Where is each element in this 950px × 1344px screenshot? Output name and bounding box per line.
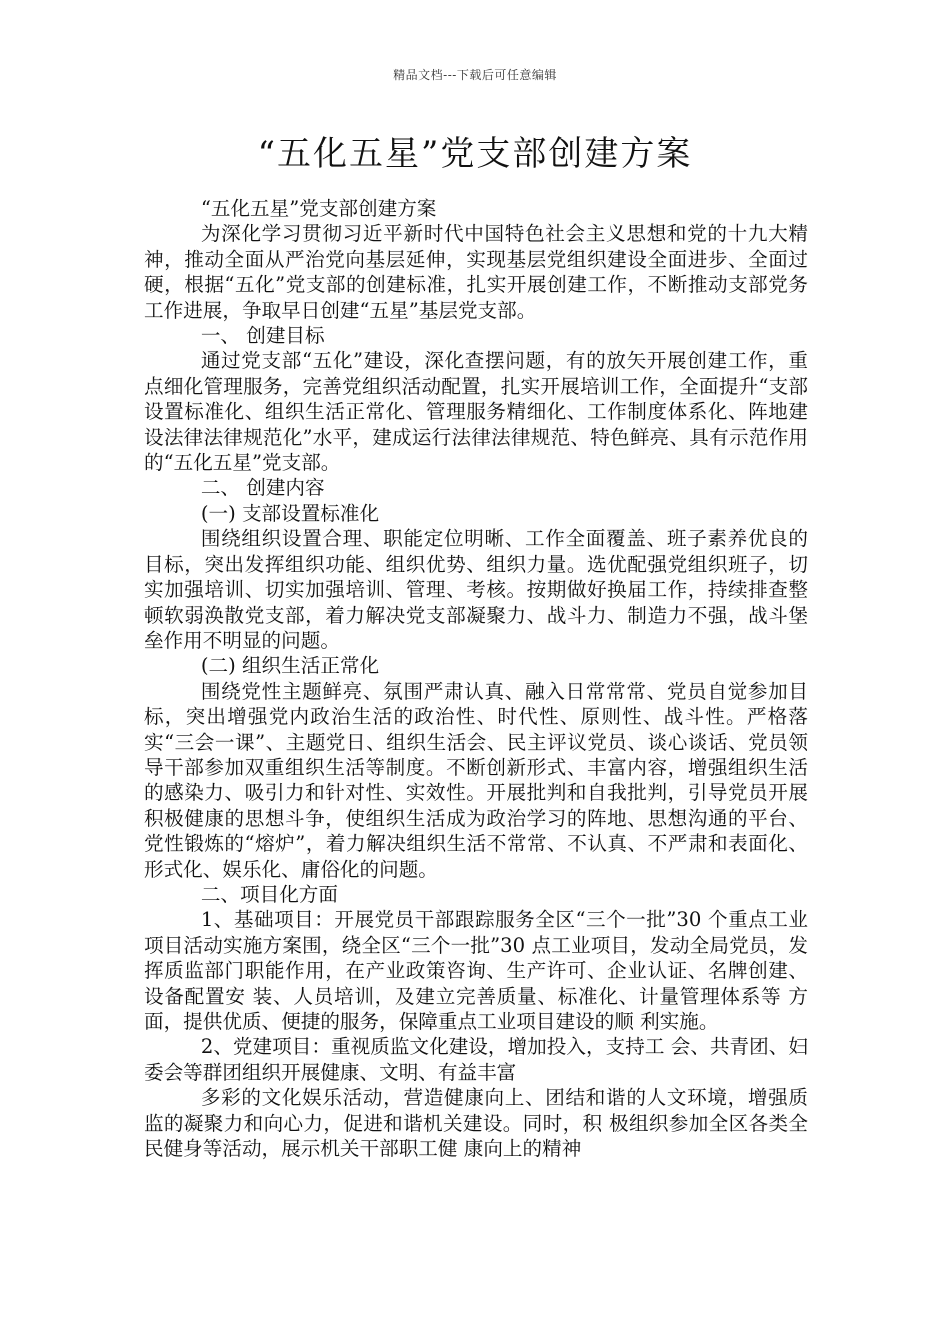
paragraph: “五化五星”党支部创建方案 — [200, 197, 437, 220]
section-heading: 二、 创建内容 — [200, 476, 325, 500]
subsection-heading: (一) 支部设置标准化 — [200, 501, 380, 525]
paragraph: 通过党支部“五化”建设，深化查摆问题，有的放矢开展创建工作，重点细化管理服务，完善党组织活动配置，扎实开展培训工作，全面提升“支部设置标准化、组织生活正常化、管理服务精细化、工作制度体系化、阵地建设法律法律规范化”水平，建成运行法律法律规范、特色鲜亮、具有示范作用的“五化五星”党支部。 — [144, 349, 808, 475]
section-heading: 一、 创建目标 — [200, 324, 325, 348]
document-body — [144, 196, 808, 1161]
document-title: “五化五星”党支部创建方案 — [257, 134, 693, 174]
paragraph: 2、党建项目：重视质监文化建设，增加投入，支持工 会、共青团、妇委会等群团组织开展健康、文明、有益丰富 — [144, 1035, 808, 1084]
section-heading: 二、项目化方面 — [200, 882, 338, 906]
paragraph: 为深化学习贯彻习近平新时代中国特色社会主义思想和党的十九大精神，推动全面从严治党向基层延伸，实现基层党组织建设全面进步、全面过硬，根据“五化”党支部的创建标准，扎实开展创建工作，不断推动支部党务工作进展，争取早日创建“五星”基层党支部。 — [144, 222, 808, 322]
paragraph: 多彩的文化娱乐活动，营造健康向上、团结和谐的人文环境，增强质监的凝聚力和向心力，促进和谐机关建设。同时，积 极组织参加全区各类全民健身等活动，展示机关干部职工健 康向上的精神 — [144, 1086, 808, 1161]
header-note: 精品文档---下载后可任意编辑 — [393, 68, 557, 82]
paragraph: 1、基础项目：开展党员干部跟踪服务全区“三个一批”30 个重点工业项目活动实施方案围，绕全区“三个一批”30 点工业项目，发动全局党员，发挥质监部门职能作用，在产业政策咨询、生产许可、企业认证、名牌创建、设备配置安 装、人员培训，及建立完善质量、标准化、计量管理体系等 方面，提供优质、便捷的服务，保障重点工业项目建设的顺 利实施。 — [144, 908, 808, 1033]
paragraph: 围绕组织设置合理、职能定位明晰、工作全面覆盖、班子素养优良的目标，突出发挥组织功能、组织优势、组织力量。选优配强党组织班子，切实加强培训、切实加强培训、管理、考核。按期做好换届工作，持续排查整顿软弱涣散党支部，着力解决党支部凝聚力、战斗力、制造力不强，战斗堡垒作用不明显的问题。 — [144, 527, 808, 652]
subsection-heading: (二) 组织生活正常化 — [200, 654, 380, 678]
paragraph: 围绕党性主题鲜亮、氛围严肃认真、融入日常常常、党员自觉参加目标，突出增强党内政治生活的政治性、时代性、原则性、战斗性。严格落实“三会一课”、主题党日、组织生活会、民主评议党员、谈心谈话、党员领导干部参加双重组织生活等制度。不断创新形式、丰富内容，增强组织生活的感染力、吸引力和针对性、实效性。开展批判和自我批判，引导党员开展积极健康的思想斗争，使组织生活成为政治学习的阵地、思想沟通的平台、党性锻炼的“熔炉”，着力解决组织生活不常常、不认真、不严肃和表面化、形式化、娱乐化、庸俗化的问题。 — [144, 679, 808, 881]
